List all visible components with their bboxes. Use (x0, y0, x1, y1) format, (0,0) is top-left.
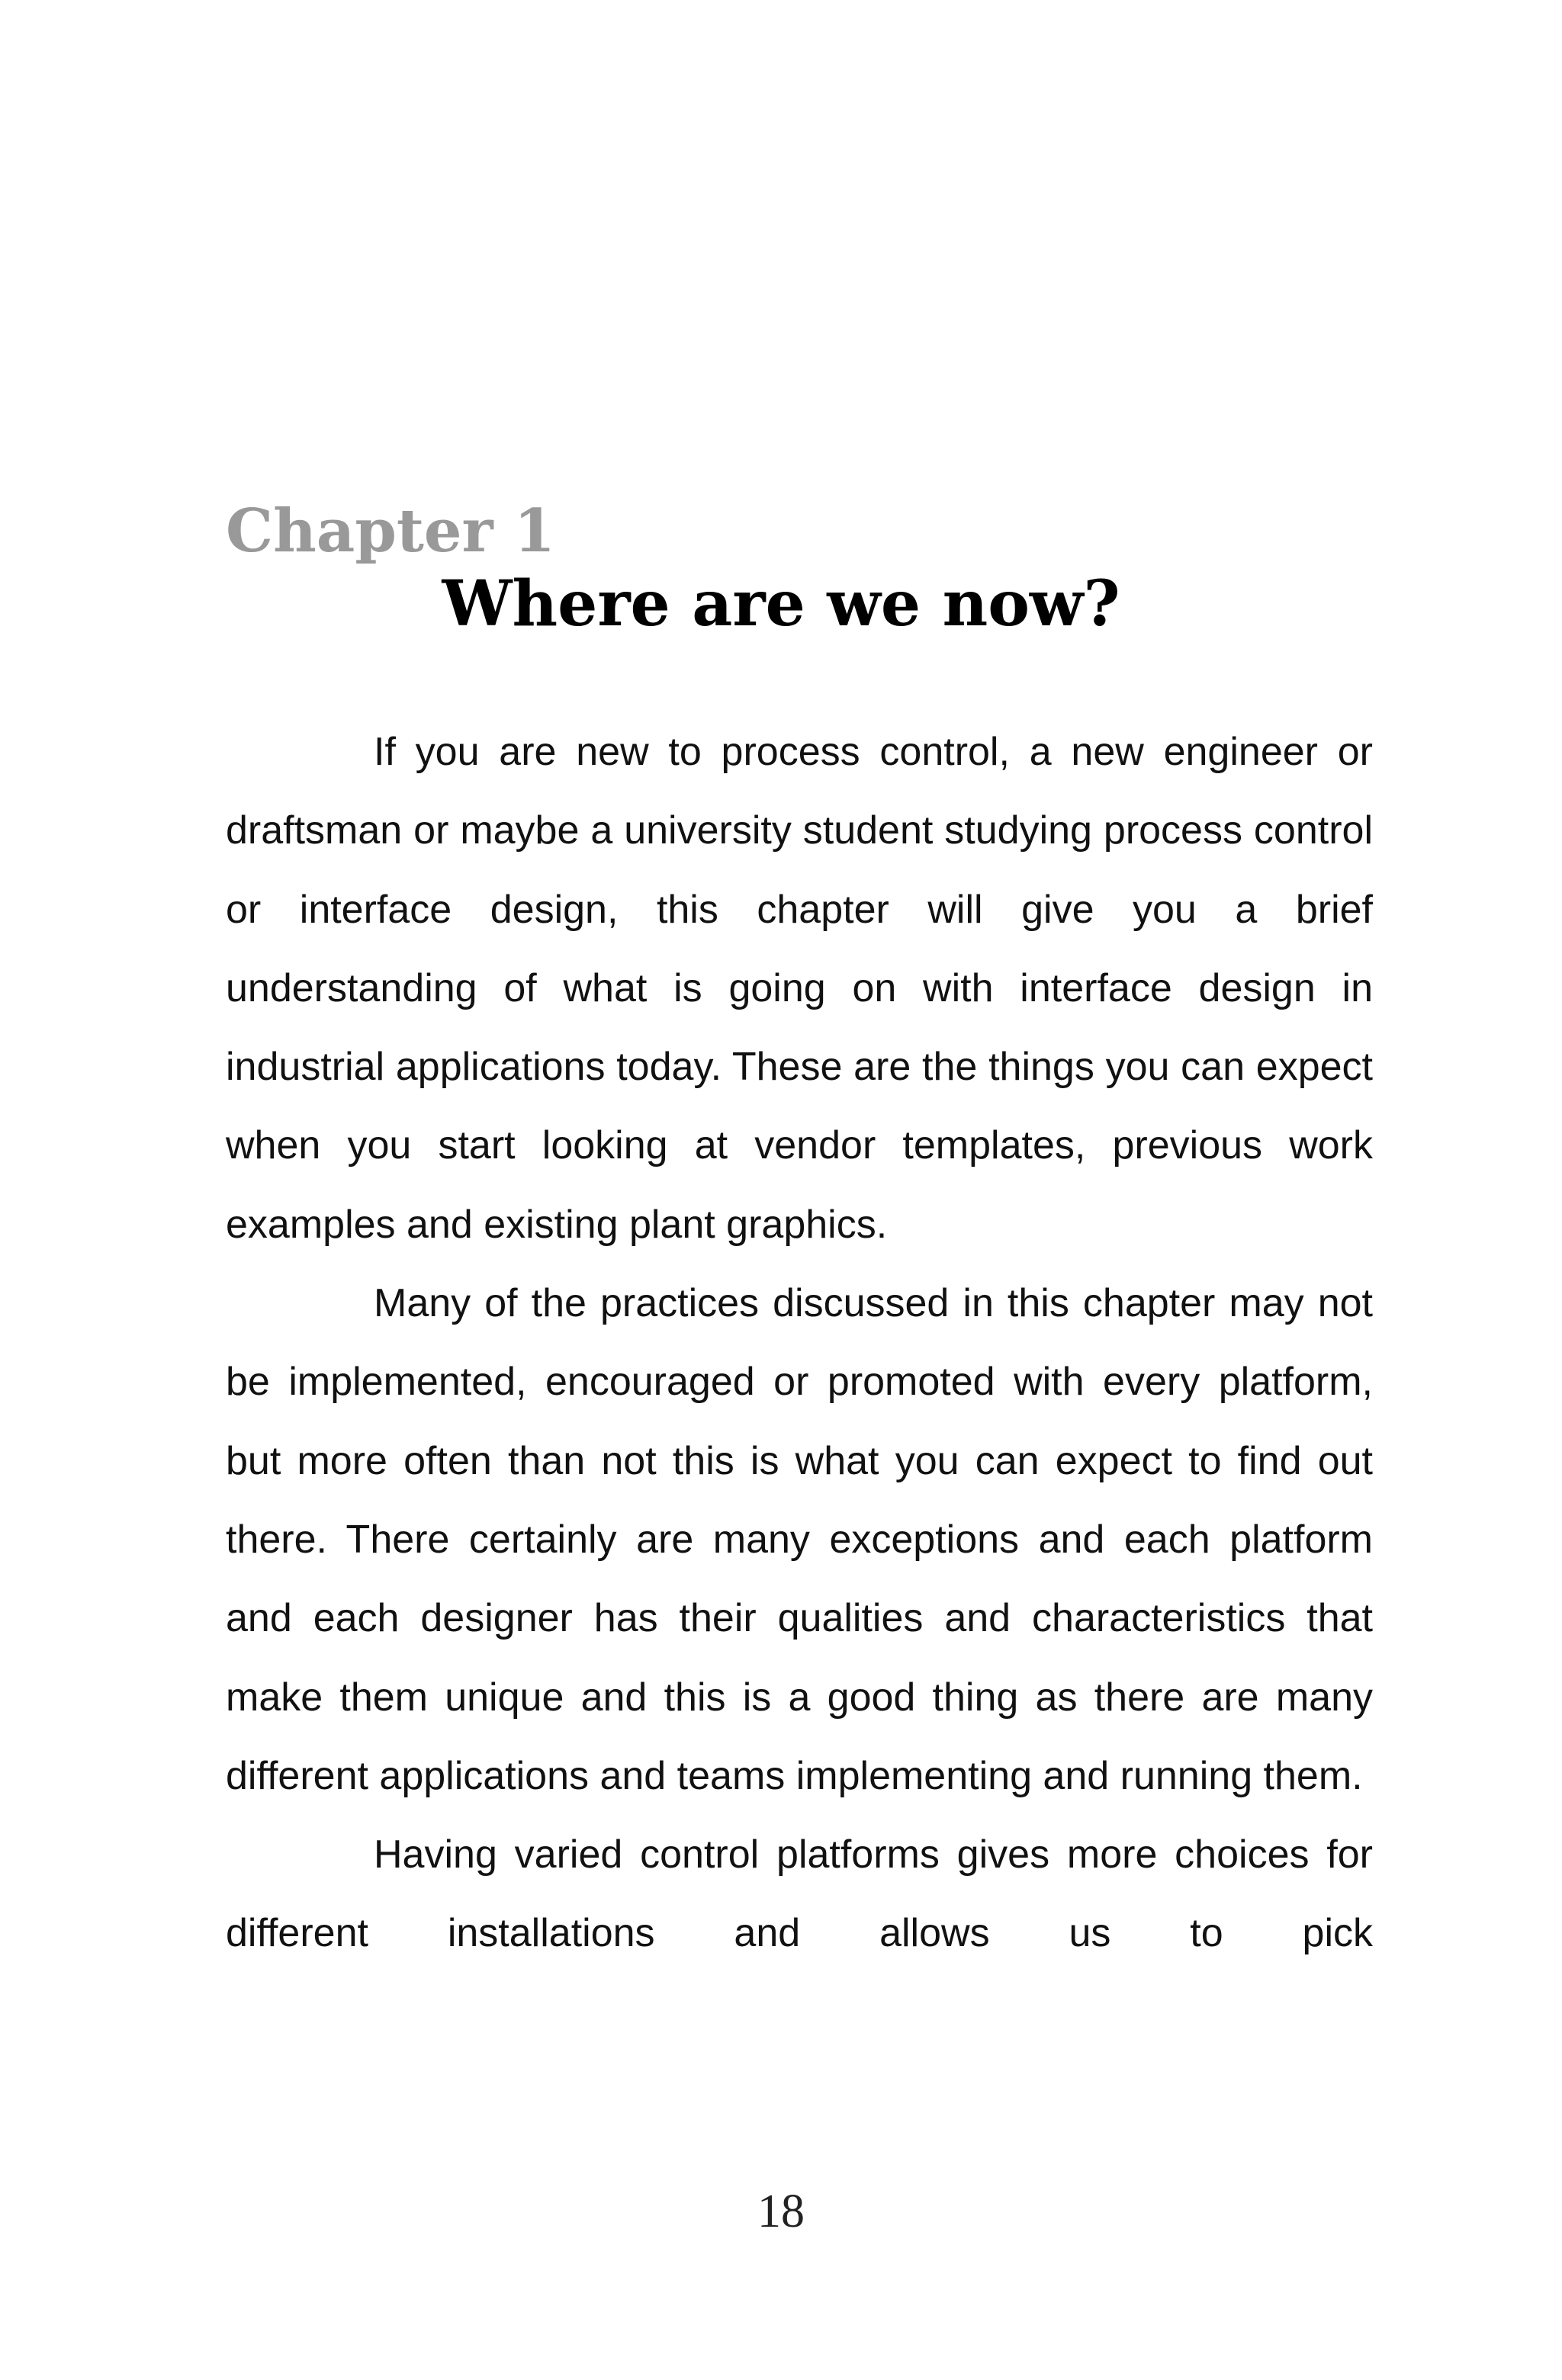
chapter-body (226, 713, 1373, 1974)
chapter-label: Chapter 1 (226, 496, 556, 566)
paragraph-3: Having varied control platforms gives more choices for different installations and allows us to pick (226, 1832, 1373, 1956)
page-number: 18 (757, 2186, 805, 2237)
paragraph-2: Many of the practices discussed in this chapter may not be implemented, encouraged or promoted with every platform, but more often than not this is what you can expect to find out there. There certainly are many exceptions and each platform and each designer has their qualities and characteristics that make them unique and this is a good thing as there are many different applications and teams implementing and running them. (226, 1281, 1373, 1798)
chapter-title: Where are we now? (442, 567, 1120, 641)
paragraph-1: If you are new to process control, a new engineer or draftsman or maybe a university student studying process control or interface design, this chapter will give you a brief understanding of what is going on with interface design in industrial applications today. These are the things you can expect when you start looking at vendor templates, previous work examples and existing plant graphics. (226, 730, 1373, 1247)
